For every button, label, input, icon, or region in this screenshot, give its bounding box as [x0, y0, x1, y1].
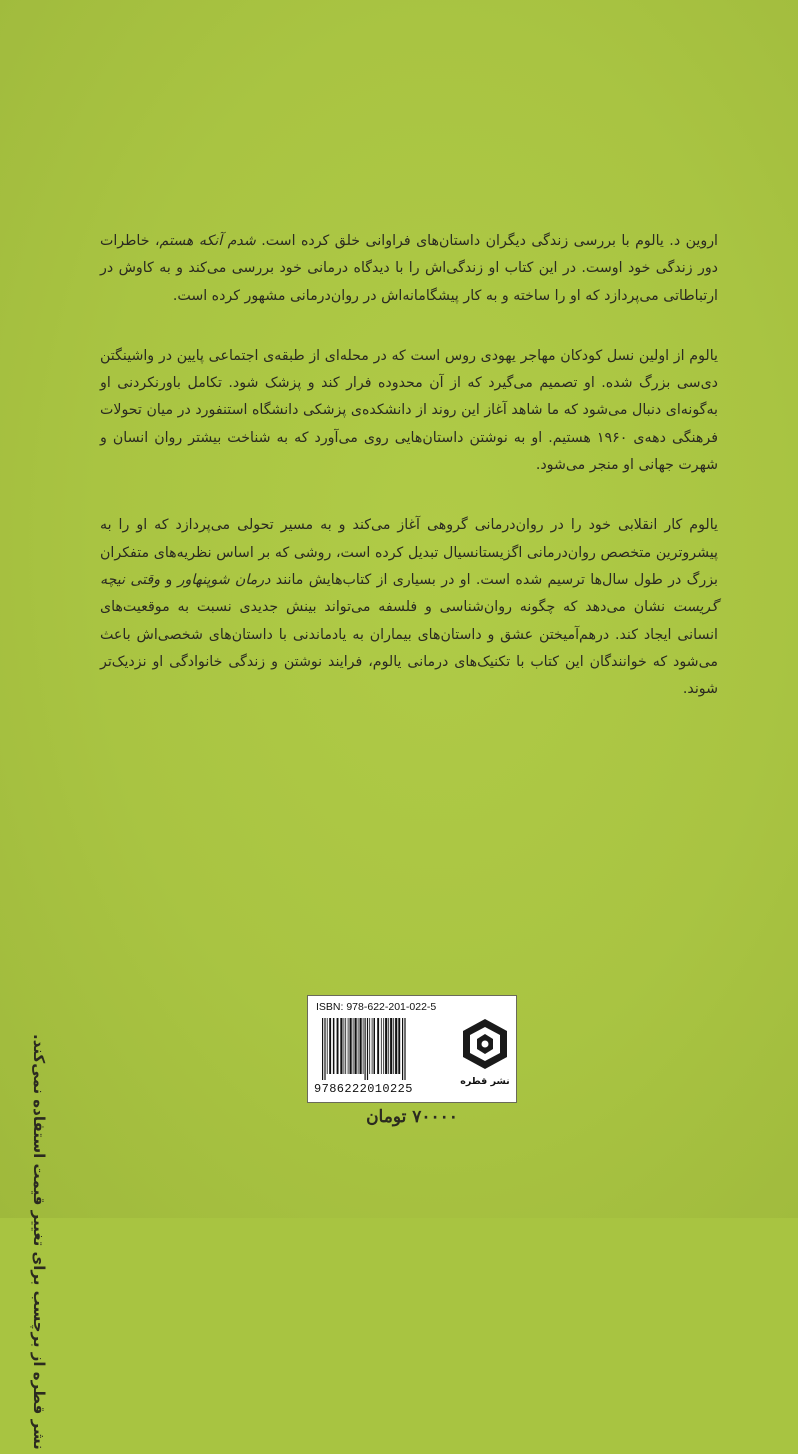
blurb-paragraph-1 — [100, 228, 718, 310]
barcode-bar — [353, 1018, 354, 1074]
barcode-bar — [340, 1018, 342, 1074]
barcode-bar — [329, 1018, 331, 1074]
paragraph-text: ، خاطرات دور زندگی خود اوست. در این کتاب او زندگی‌اش را با دیدگاه درمانی خود بررسی می‌کند و به کاوش در ارتباطاتی می‌پردازد که او را ساخته و به کار پیشگامانه‌اش در روان‌درمانی مشهور کرده است. — [100, 233, 718, 304]
barcode-bar — [383, 1018, 384, 1074]
barcode-bar — [358, 1018, 359, 1074]
barcode-bar — [369, 1018, 370, 1074]
price: ۷۰۰۰۰ تومان — [366, 1107, 458, 1127]
barcode-bar — [324, 1018, 325, 1080]
barcode-bar — [388, 1018, 389, 1074]
paragraph-text: نشان می‌دهد که چگونه روان‌شناسی و فلسفه می‌تواند بینش جدیدی نسبت به موقعیت‌های انسانی ایجاد کند. درهم‌آمیختن عشق و داستان‌های بیماران به یادماندنی با داستان‌های شخصی‌اش باعث می‌شود که خوانندگان این کتاب با تکنیک‌های درمانی یالوم، فرایند نوشتن و زندگی خانوادگی او نزدیک‌تر شوند. — [100, 599, 718, 698]
publisher-logo — [458, 1016, 512, 1094]
blurb-paragraph-3 — [100, 512, 718, 703]
barcode-bar — [390, 1018, 392, 1074]
barcode-bar — [365, 1018, 366, 1080]
barcode-bar — [385, 1018, 387, 1074]
barcode-box — [307, 995, 517, 1103]
barcode-bar — [377, 1018, 379, 1074]
price-label-notice: نشر قطره از برچسب برای تغییر قیمت استفاده نمی‌کند. — [30, 1034, 48, 1450]
barcode-bar — [322, 1018, 323, 1080]
barcode-bar — [337, 1018, 339, 1074]
paragraph-text: یالوم از اولین نسل کودکان مهاجر یهودی روس است که در محله‌ای از طبقه‌ی اجتماعی پایین در واشینگتن دی‌سی بزرگ شده. او تصمیم می‌گیرد که از آن محدوده فرار کند و پزشک شود. تکامل باورنکردنی او به‌گونه‌ای دنبال می‌شود که ما شاهد آغاز این روند از دانشکده‌ی پزشکی دانشگاه استنفورد در میان تحولات فرهنگی دهه‌ی ۱۹۶۰ هستیم. او به نوشتن داستان‌هایی روی می‌آورد که به شناخت بیشتر روان انسان و شهرت جهانی او منجر می‌شود. — [100, 347, 718, 474]
barcode-number: 9786222010225 — [314, 1082, 413, 1096]
italic-book-title: شدم آنکه هستم — [159, 233, 256, 249]
paragraph-text: یالوم کار انقلابی خود را در روان‌درمانی گروهی آغاز می‌کند و به مسیر تحولی می‌پردازد که او را به پیشروترین متخصص روان‌درمانی اگزیستانسیال تبدیل کرده است، روشی که بر اساس نظریه‌های متفکران بزرگ در طول سال‌ها ترسیم شده است. او در بسیاری از کتاب‌هایش مانند — [100, 517, 718, 588]
blurb-paragraph-2 — [100, 343, 718, 479]
barcode-bar — [402, 1018, 403, 1080]
barcode-bar — [344, 1018, 345, 1074]
italic-book-title: وقتی نیچه گریست — [100, 571, 718, 616]
barcode-bar — [350, 1018, 352, 1074]
barcode-bar — [360, 1018, 362, 1074]
barcode-bar — [327, 1018, 328, 1074]
barcode-bar — [381, 1018, 382, 1074]
paragraph-text: اروین د. یالوم با بررسی زندگی دیگران داستان‌های فراوانی خلق کرده است. — [255, 233, 718, 249]
barcode-bar — [345, 1018, 346, 1074]
barcode-bar — [395, 1018, 397, 1074]
barcode-bar — [333, 1018, 335, 1074]
barcode-bars — [322, 1018, 452, 1080]
barcode-bar — [398, 1018, 400, 1074]
paragraph-text: و — [160, 571, 178, 588]
barcode-bar — [363, 1018, 364, 1074]
blurb-text — [100, 228, 718, 736]
publisher-name: نشر قطره — [460, 1076, 510, 1087]
barcode-bar — [393, 1018, 394, 1074]
barcode-bar — [372, 1018, 373, 1074]
italic-book-title: درمان شوپنهاور — [177, 571, 271, 588]
publisher-logo-icon — [458, 1016, 512, 1074]
barcode-bar — [355, 1018, 357, 1074]
barcode-bar — [348, 1018, 349, 1074]
barcode-bar — [374, 1018, 376, 1074]
barcode-bar — [404, 1018, 405, 1080]
barcode-bar — [367, 1018, 368, 1080]
isbn-label: ISBN: 978-622-201-022-5 — [316, 1001, 437, 1013]
